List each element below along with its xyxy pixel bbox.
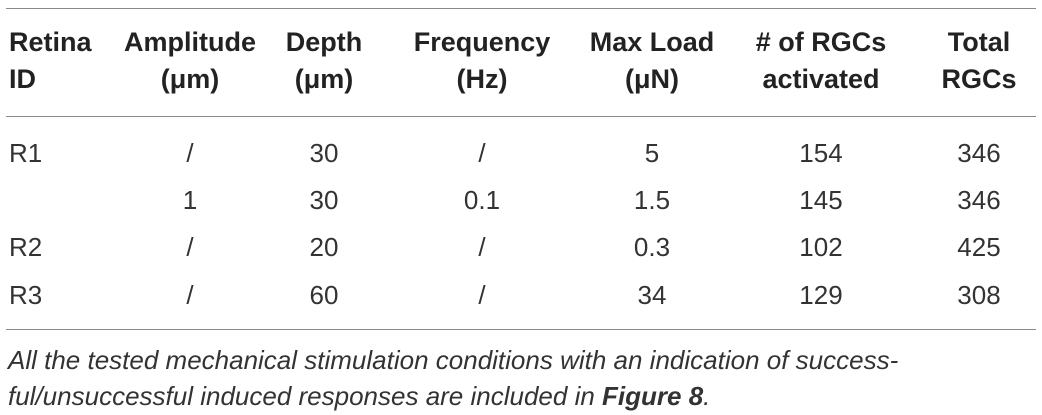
header-amplitude <box>124 24 256 98</box>
header-total-rgcs-line1: Total <box>947 27 1011 57</box>
cell-r1-total-rgcs: 346 <box>957 138 1001 168</box>
header-retina-id-line2: ID <box>9 64 36 94</box>
header-frequency-line2: (Hz) <box>456 64 508 94</box>
cell-r4-depth: 60 <box>309 280 339 310</box>
cell-r4-total-rgcs: 308 <box>957 280 1001 310</box>
cell-r3-depth: 20 <box>309 232 339 262</box>
cell-r4-amplitude: / <box>186 280 194 310</box>
cell-r4-rgcs-activated: 129 <box>799 280 843 310</box>
cell-r2-total-rgcs: 346 <box>957 185 1001 215</box>
cell-r3-rgcs-activated: 102 <box>799 232 843 262</box>
cell-r2-depth: 30 <box>309 185 339 215</box>
cell-r2-amplitude: 1 <box>182 185 198 215</box>
cell-r4-retina: R3 <box>9 280 43 310</box>
header-depth-line1: Depth <box>285 27 363 57</box>
cell-r3-total-rgcs: 425 <box>957 232 1001 262</box>
cell-r4-frequency: / <box>478 280 486 310</box>
table-header-rule <box>6 116 1036 117</box>
table-footnote <box>8 342 1036 414</box>
header-max-load-line2: (μN) <box>625 64 679 94</box>
header-rgcs-activated-line2: activated <box>762 64 880 94</box>
header-rgcs-activated <box>756 24 887 98</box>
header-retina-id-line1: Retina <box>9 27 92 57</box>
cell-r2-max-load: 1.5 <box>633 185 671 215</box>
header-max-load-line1: Max Load <box>589 27 715 57</box>
cell-r1-frequency: / <box>478 138 486 168</box>
header-amplitude-line1: Amplitude <box>124 27 256 57</box>
header-max-load <box>590 24 715 98</box>
figure-8-reference: Figure 8 <box>602 381 704 411</box>
footnote-text: All the tested mechanical stimulation conditions with an indication of success-ful/unsuccessful induced responses are included in <box>8 345 899 411</box>
cell-r3-max-load: 0.3 <box>633 232 671 262</box>
cell-r1-retina: R1 <box>9 138 43 168</box>
header-retina-id <box>9 24 92 98</box>
header-total-rgcs <box>941 24 1016 98</box>
cell-r1-rgcs-activated: 154 <box>799 138 843 168</box>
header-rgcs-activated-line1: # of RGCs <box>755 27 887 57</box>
header-depth-line2: (μm) <box>294 64 354 94</box>
table-top-rule <box>6 8 1036 9</box>
table-bottom-rule <box>6 329 1036 330</box>
header-frequency-line1: Frequency <box>413 27 551 57</box>
header-frequency <box>414 24 551 98</box>
footnote-end: . <box>703 381 711 411</box>
header-amplitude-line2: (μm) <box>160 64 220 94</box>
cell-r2-frequency: 0.1 <box>463 185 501 215</box>
cell-r3-retina: R2 <box>9 232 43 262</box>
header-total-rgcs-line2: RGCs <box>941 64 1017 94</box>
cell-r3-amplitude: / <box>186 232 194 262</box>
cell-r3-frequency: / <box>478 232 486 262</box>
header-depth <box>286 24 363 98</box>
cell-r1-amplitude: / <box>186 138 194 168</box>
cell-r1-max-load: 5 <box>644 138 660 168</box>
cell-r2-rgcs-activated: 145 <box>799 185 843 215</box>
cell-r1-depth: 30 <box>309 138 339 168</box>
cell-r4-max-load: 34 <box>637 280 667 310</box>
